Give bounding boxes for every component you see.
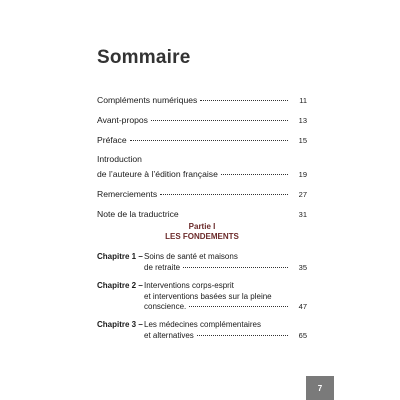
toc-entry-label: Compléments numériques [97, 95, 198, 105]
toc-entry-label: Introduction [97, 154, 142, 164]
toc-entry-label: Avant-propos [97, 115, 148, 125]
toc-entry[interactable] [97, 168, 307, 181]
toc-entry-label: Remerciements [97, 189, 158, 199]
toc-entry-page: 11 [299, 96, 307, 105]
toc-entry-page: 19 [298, 170, 307, 179]
leader-dots [189, 306, 288, 307]
leader-dots [221, 174, 288, 175]
chapter-title-line: de retraite [144, 262, 181, 272]
toc-entry[interactable] [97, 188, 307, 201]
chapter-title-line: Les médecines complémentaires [144, 320, 261, 329]
toc-entry-page: 13 [298, 116, 307, 125]
chapter-title-line: et alternatives [144, 330, 194, 340]
leader-dots [197, 335, 288, 336]
chapter-page: 65 [298, 330, 307, 340]
toc-entry-label: Préface [97, 135, 127, 145]
chapter-page: 35 [298, 262, 307, 272]
chapter-title-line: Soins de santé et maisons [144, 252, 238, 261]
leader-dots [160, 194, 288, 195]
chapter-title-line: conscience. [144, 302, 187, 311]
page-number-tab [306, 376, 334, 400]
toc-entry[interactable] [97, 94, 307, 107]
chapter-title-line: et interventions basées sur la pleine [144, 291, 272, 301]
toc-entry-label: de l’auteure à l’édition française [97, 169, 218, 179]
toc-entry[interactable] [97, 208, 307, 221]
leader-dots [151, 120, 288, 121]
toc-entry-page: 15 [298, 136, 307, 145]
table-of-contents [97, 94, 307, 221]
page-title: Sommaire [97, 47, 191, 68]
page-number: 7 [317, 383, 323, 393]
chapter-number: Chapitre 1 – [97, 252, 143, 261]
toc-entry[interactable] [97, 114, 307, 127]
chapter-number: Chapitre 2 – [97, 281, 143, 290]
toc-entry-page: 27 [298, 190, 307, 199]
leader-dots [130, 140, 288, 141]
toc-entry[interactable] [97, 134, 307, 147]
chapter-title-line: Interventions corps-esprit [144, 281, 234, 290]
part-title: LES FONDEMENTS [165, 232, 239, 241]
chapter-number: Chapitre 3 – [97, 320, 143, 329]
chapter-page: 47 [298, 302, 307, 311]
toc-entry-page: 31 [298, 210, 307, 219]
leader-dots [183, 267, 288, 268]
part-number: Partie I [188, 222, 216, 231]
toc-entry-label: Note de la traductrice [97, 209, 179, 219]
leader-dots [200, 100, 288, 101]
part-heading [97, 222, 307, 242]
